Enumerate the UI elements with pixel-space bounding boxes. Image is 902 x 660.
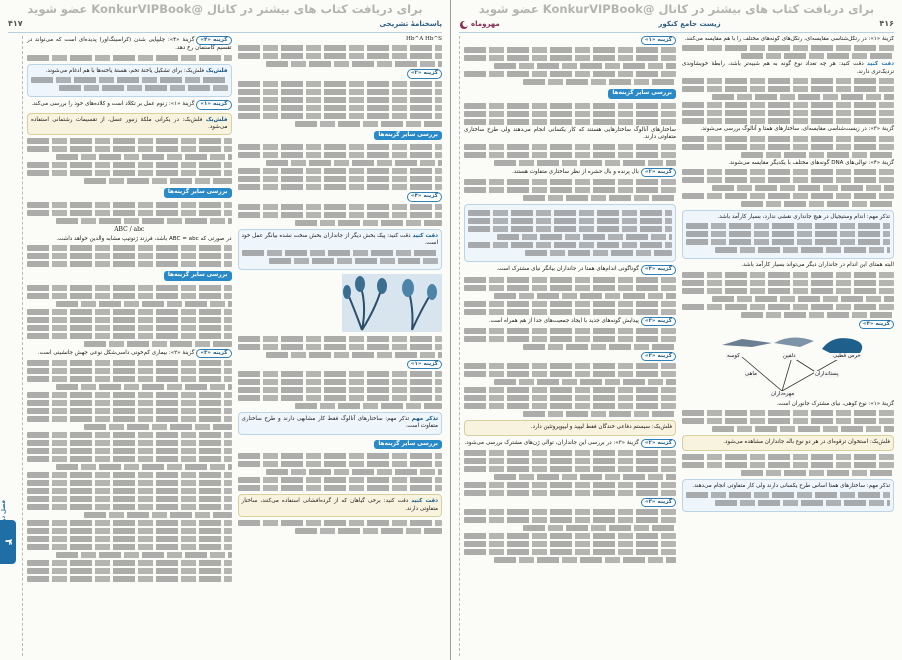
chapter-tab: ۴ — [0, 520, 16, 564]
answer-label: گزینه «۴» — [407, 192, 442, 201]
paragraph: گزینهٔ «۳»: در زیست‌شناسی مقایسه‌ای، ساختارهای همتا و آنالوگ بررسی می‌شوند. — [700, 126, 894, 133]
chapter-tab-label: فصل دوازدهم — [1, 500, 7, 539]
plant-photo-icon — [342, 274, 442, 332]
important-note-text: تذکر مهم: ساختارهای آنالوگ فقط کار مشابهی دارند و طرح ساختاری متفاوت است. — [241, 415, 438, 430]
note-title: دقت کنید — [867, 61, 894, 68]
tree-label: دلفین — [783, 353, 796, 359]
paragraph: گزینهٔ «۲»: بیماری کم‌خونی داسی‌شکل نوعی جهش جانشینی است. — [37, 349, 195, 356]
tree-label: کوسه — [727, 353, 740, 359]
answer-label: گزینه «۴» — [859, 320, 894, 329]
tree-label: مهره‌داران — [771, 391, 795, 397]
flashback-title: فلش‌بک — [205, 67, 228, 74]
answer-label: گزینه «۱» — [407, 360, 442, 369]
left-running-header — [8, 17, 442, 33]
paragraph: گزینهٔ «۱»: زنوم عمل بر تکلاد است و کلاده‌های خود را بررسی می‌کند. — [31, 101, 195, 108]
paragraph: پیدایش گونه‌های جدید با ایجاد جمعیت‌های جدا از هم همراه است. — [488, 317, 639, 324]
tree-label: پستانداران — [815, 371, 839, 377]
flashback-box — [682, 435, 894, 450]
flashback-text: فلش‌بک: در یکرانی ملکهٔ زنبور عسل، از تقسیمات رشتمانی استفاده می‌شود. — [31, 116, 228, 130]
note-box — [238, 229, 443, 270]
survey-heading: بررسی سایر گزینه‌ها — [608, 89, 676, 99]
answer-label: گزینه «۱» — [196, 100, 231, 109]
left-page-number: ۴۱۷ — [8, 19, 23, 29]
left-header-title: پاسخنامهٔ تشریحی — [379, 19, 442, 28]
important-note-box — [682, 479, 894, 512]
note-text: دقت کنید: برخی گیاهان که از گرده‌افشانی استفاده می‌کنند، ساختار متفاوتی دارند. — [241, 498, 438, 512]
note-text: دقت کنید: پیک بخش دیگر از جانداران بخش سخت نشده بیانگر عمل خود است. — [241, 232, 438, 247]
survey-heading: بررسی سایر گزینه‌ها — [374, 440, 442, 450]
left-page-column-1 — [238, 36, 443, 656]
paragraph: در صورتی که ABC = abc باشد، فرزند ژنوتیپ مشابه والدین خواهد داشت. — [56, 235, 232, 242]
paragraph: دقت کنید: هر چه تعداد نوع گونه به هم شبیه‌تر باشد، رابطهٔ خویشاوندی نزدیک‌تری دارند. — [682, 61, 894, 75]
important-note-box — [238, 412, 443, 435]
answer-label: گزینه «۳» — [196, 349, 231, 358]
formula: Hb^A Hb^S — [406, 36, 442, 42]
paragraph: گوناگونی اندام‌های همتا در جانداران بیانگر نیای مشترک است. — [496, 266, 639, 273]
left-page-column-2 — [22, 36, 232, 656]
plant-illustration — [238, 274, 443, 332]
flashback-text: فلش‌بک: سیستم‌ دفاعی خندگان فقط لیپید و لیپوپروتئین دارد. — [530, 424, 672, 431]
left-columns — [22, 36, 442, 656]
paragraph: گزینهٔ «۱»: نوع کوهی، نیای مشترک جانوران است. — [776, 401, 894, 407]
tip-box — [464, 204, 676, 262]
answer-label: گزینه «۳» — [641, 352, 676, 361]
survey-heading: بررسی سایر گزینه‌ها — [164, 271, 232, 281]
flashback-text: فلش‌بک: برای تشکیل یاختهٔ تخم، هستهٔ یاخته‌ها با هم ادغام می‌شوند. — [45, 67, 205, 74]
answer-label: گزینه «۲» — [407, 69, 442, 78]
flashback-box — [27, 113, 232, 136]
note-box — [238, 494, 443, 517]
survey-heading: بررسی سایر گزینه‌ها — [374, 131, 442, 141]
flashback-box — [464, 420, 676, 435]
right-page-column-1 — [682, 36, 894, 656]
paragraph: گزینهٔ «۱»: در رتگل‌شناسی مقایسه‌ای، رتگل‌های گونه‌های مختلف را با هم مقایسه می‌کنند. — [684, 36, 894, 42]
paragraph: گزینهٔ «۴»: چلیپایی شدن (کراسینگ‌اور) پدیده‌ای است که می‌تواند در تقسیم کاستمان رخ دهد. — [27, 37, 232, 52]
answer-label: گزینه «۱» — [641, 36, 676, 45]
phylogeny-diagram — [682, 331, 894, 401]
important-note-text: تذکر مهم: اندام وستیجیال در هیچ جانداری نقشی ندارد، بسیار کارآمد باشد. — [717, 213, 890, 220]
answer-label: گزینه «۲» — [641, 168, 676, 177]
note-title: دقت کنید — [411, 498, 438, 505]
right-header-title: زیست جامع کنکور — [658, 19, 721, 28]
important-note-title: تذکر مهم — [411, 415, 438, 422]
paragraph: ساختارهای آنالوگ ساختارهایی هستند که کار یکسانی انجام می‌دهند ولی طرح ساختاری متفاوتی دارند. — [464, 127, 676, 141]
survey-heading: بررسی سایر گزینه‌ها — [164, 188, 232, 198]
important-note-text: تذکر مهم: ساختارهای همتا اساس طرح یکسانی دارند ولی کار متفاوتی انجام می‌دهند. — [692, 482, 890, 489]
note-title: دقت کنید — [412, 232, 438, 239]
answer-label: گزینه «۴» — [641, 265, 676, 274]
paragraph: گزینهٔ «۳»: در بررسی این جانداران، توالی ژن‌های مشترک بررسی می‌شود. — [464, 439, 639, 446]
publisher-name: مهروماه — [471, 19, 500, 28]
flashback-box — [27, 64, 232, 97]
flashback-title: فلش‌بک — [205, 116, 228, 123]
answer-label: گزینه «۲» — [641, 439, 676, 448]
answer-label: گزینه «۳» — [641, 498, 676, 507]
important-note-box — [682, 210, 894, 259]
formula: ABC / abc — [114, 225, 145, 233]
paragraph: البته همتای این اندام در جانداران دیگر می‌تواند بسیار کارآمد باشد. — [741, 262, 894, 269]
right-page-number: ۴۱۶ — [879, 19, 894, 29]
right-running-header — [459, 17, 894, 33]
right-columns — [459, 36, 894, 656]
answer-label: گزینه «۳» — [641, 317, 676, 326]
tree-label: خرس قطبی — [833, 353, 861, 359]
flashback-text: فلش‌بک: استخوان ترقوه‌ای در هر دو نوع باله جانداران مشاهده می‌شود. — [723, 439, 890, 446]
watermark-right: برای دریافت کتاب های بیشتر در کانال @KonkurVIPBook عضو شوید — [478, 2, 875, 16]
publisher-logo — [459, 20, 500, 30]
right-page — [451, 0, 902, 660]
paragraph: بال پرنده و بال حشره از نظر ساختاری متفاوت هستند. — [511, 168, 639, 175]
answer-label: گزینه «۴» — [196, 36, 231, 45]
tree-label: ماهی — [745, 371, 757, 377]
right-page-column-2 — [459, 36, 676, 656]
watermark-left: برای دریافت کتاب های بیشتر در کانال @KonkurVIPBook عضو شوید — [27, 2, 423, 16]
paragraph: گزینهٔ «۴»: توالی‌های DNA گونه‌های مختلف با یکدیگر مقایسه می‌شوند. — [728, 159, 894, 166]
moon-logo-icon — [459, 20, 469, 30]
